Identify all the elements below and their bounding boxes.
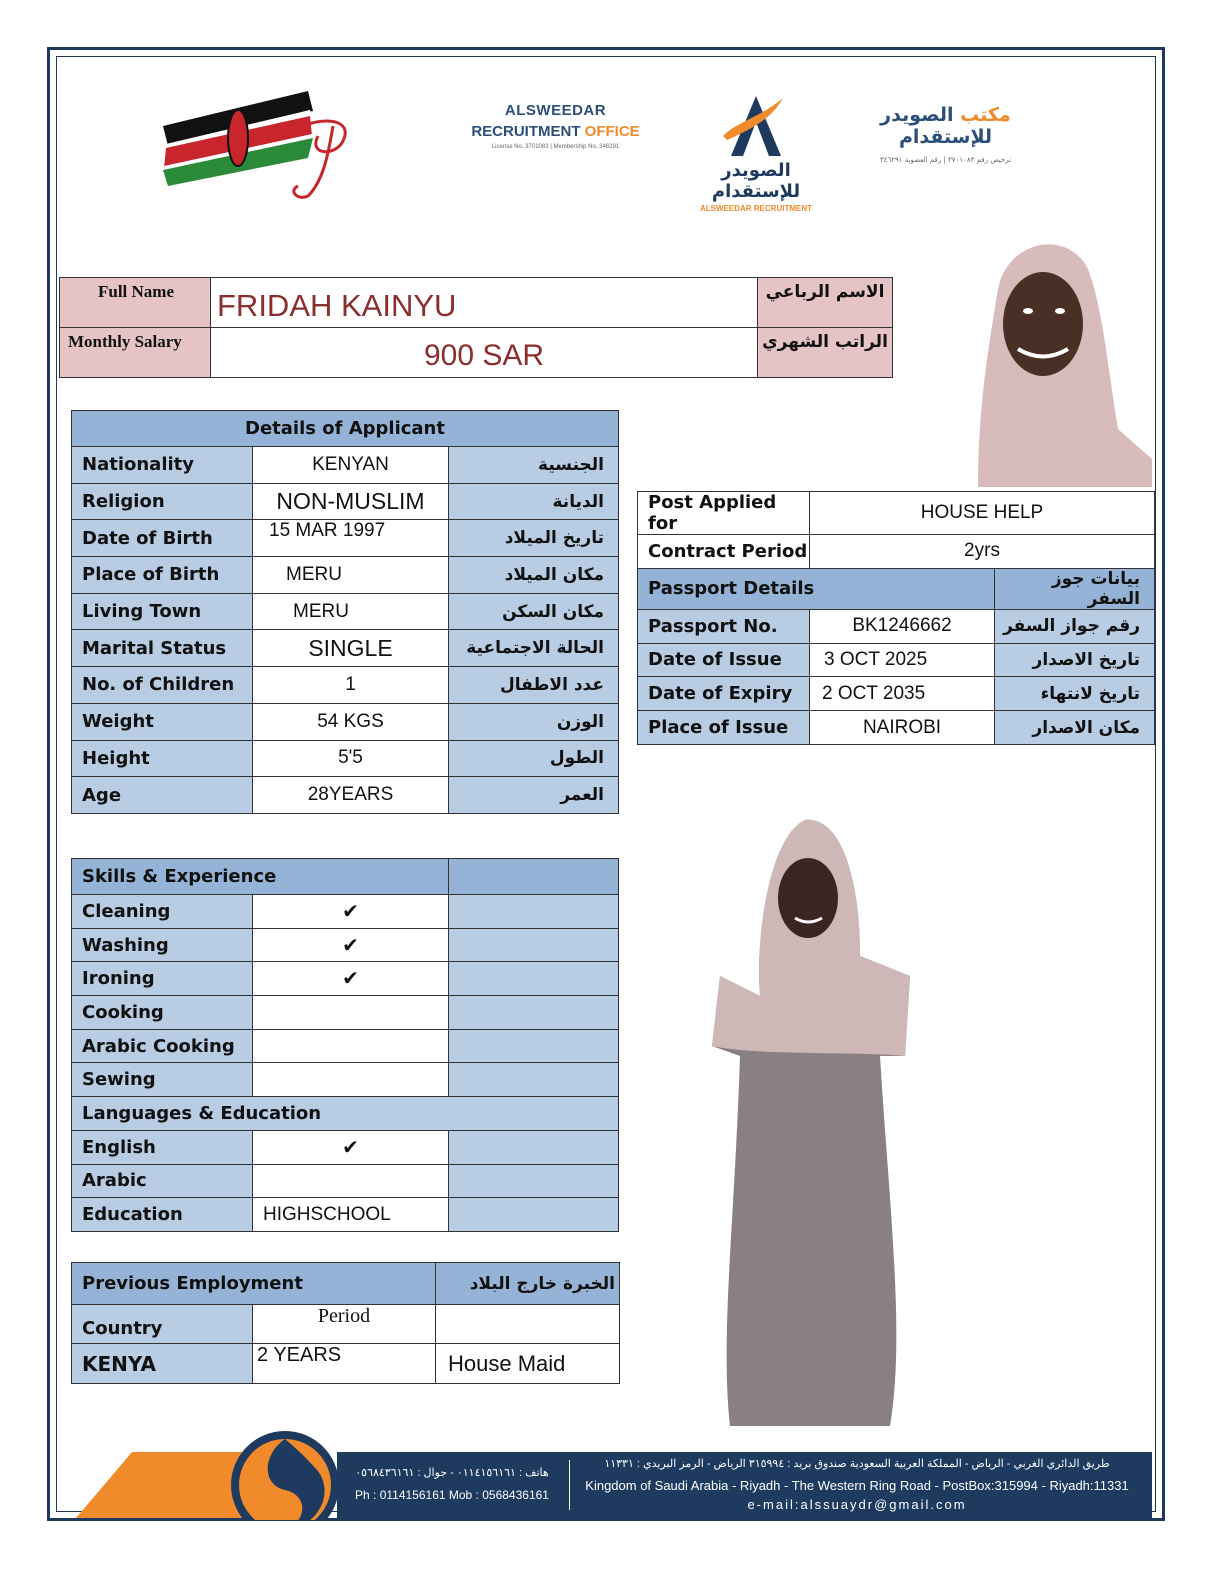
row-label: Religion	[72, 483, 253, 520]
skill-extra	[449, 1029, 619, 1063]
row-label-ar: الطول	[449, 740, 619, 777]
skills-title-blank	[449, 859, 619, 895]
skill-extra	[449, 1063, 619, 1097]
row-label-ar: الديانة	[449, 483, 619, 520]
row-label: Age	[72, 777, 253, 814]
footer-phone-en: Ph : 0114156161 Mob : 0568436161	[355, 1488, 549, 1502]
post-applied-label: Post Applied for	[638, 492, 810, 535]
education-value: HIGHSCHOOL	[253, 1198, 449, 1232]
footer-address-ar: طريق الدائري الغربي - الرياض - المملكة العربية السعودية صندوق بريد : ٣١٥٩٩٤ الرياض - الرمز البريدي : ١١٣٣١	[604, 1458, 1110, 1470]
applicant-details-title: Details of Applicant	[72, 411, 619, 447]
skills-title: Skills & Experience	[72, 859, 449, 895]
a-brand-logo	[686, 92, 826, 213]
row-label-ar: الحالة الاجتماعية	[449, 630, 619, 667]
skill-check	[253, 996, 449, 1030]
applicant-full-body-photo	[700, 816, 918, 1438]
office-logo-license: License No. 3701083 | Membership No. 346291	[491, 144, 620, 150]
skill-extra	[449, 928, 619, 962]
row-label-ar: الجنسية	[449, 447, 619, 484]
table-row	[72, 740, 619, 777]
language-extra	[449, 1164, 619, 1198]
table-row	[72, 703, 619, 740]
row-label-ar: رقم جواز السفر	[995, 609, 1155, 643]
table-row	[72, 630, 619, 667]
row-label: Weight	[72, 703, 253, 740]
applicant-details-table	[71, 410, 619, 814]
footer-divider	[569, 1460, 570, 1510]
footer-phone-ar: هاتف : ٠١١٤١٥٦١٦١ - جوال : ٠٥٦٨٤٣٦١٦١	[355, 1467, 549, 1479]
post-applied-value: HOUSE HELP	[810, 492, 1155, 535]
row-label-ar: تاريخ الاصدار	[995, 643, 1155, 677]
skill-extra	[449, 895, 619, 929]
footer	[72, 1430, 1152, 1520]
row-value: NON-MUSLIM	[253, 483, 449, 520]
table-row	[72, 593, 619, 630]
row-value: 3 OCT 2025	[810, 643, 995, 677]
previous-employment-table	[71, 1262, 620, 1384]
row-value: MERU	[253, 593, 449, 630]
row-label: Height	[72, 740, 253, 777]
skills-experience-table	[71, 858, 619, 1232]
monthly-salary-label: Monthly Salary	[60, 328, 211, 378]
table-row	[72, 1063, 619, 1097]
table-row	[72, 895, 619, 929]
contract-period-value: 2yrs	[810, 535, 1155, 569]
table-row	[72, 447, 619, 484]
languages-title: Languages & Education	[72, 1097, 619, 1131]
employment-country: KENYA	[72, 1344, 253, 1384]
row-value: 5'5	[253, 740, 449, 777]
table-row	[638, 677, 1155, 711]
footer-bar	[337, 1452, 1152, 1520]
table-row	[638, 492, 1155, 535]
table-row	[72, 483, 619, 520]
table-row	[72, 996, 619, 1030]
row-label: No. of Children	[72, 667, 253, 704]
full-name-label: Full Name	[60, 278, 211, 328]
name-salary-table	[59, 277, 893, 378]
skill-label: Arabic Cooking	[72, 1029, 253, 1063]
row-label-ar: الوزن	[449, 703, 619, 740]
row-label-ar: تاريخ الميلاد	[449, 520, 619, 557]
table-row	[72, 1263, 620, 1305]
skill-extra	[449, 996, 619, 1030]
row-label: Date of Birth	[72, 520, 253, 557]
table-row	[72, 859, 619, 895]
row-value: KENYAN	[253, 447, 449, 484]
table-row	[638, 535, 1155, 569]
alsweedar-office-logo	[468, 102, 643, 150]
row-value: NAIROBI	[810, 711, 995, 745]
passport-details-title: Passport Details	[638, 568, 995, 609]
row-label-ar: مكان الميلاد	[449, 557, 619, 594]
education-extra	[449, 1198, 619, 1232]
a-letter-icon	[711, 92, 801, 160]
row-value: MERU	[253, 557, 449, 594]
office-logo-recruitment: RECRUITMENT	[471, 123, 581, 140]
row-label: Marital Status	[72, 630, 253, 667]
skill-label: Sewing	[72, 1063, 253, 1097]
arabic-office-name: الصويدر للإستقدام	[880, 104, 993, 148]
arabic-office-license: ترخيص رقم ٣٧٠١٠٨٣ | رقم العضوية ٣٤٦٢٩١	[879, 156, 1012, 164]
table-row	[72, 1130, 619, 1164]
row-label: Living Town	[72, 593, 253, 630]
row-value: 1	[253, 667, 449, 704]
language-extra	[449, 1130, 619, 1164]
full-name-value: FRIDAH KAINYU	[211, 278, 758, 328]
applicant-headshot-photo	[918, 229, 1152, 487]
row-value: SINGLE	[253, 630, 449, 667]
row-label-ar: تاريخ لانتهاء	[995, 677, 1155, 711]
footer-email: e-mail:alssuaydr@gmail.com	[747, 1497, 967, 1512]
previous-employment-title-ar: الخبرة خارج البلاد	[436, 1263, 620, 1305]
row-value: 28YEARS	[253, 777, 449, 814]
row-label: Date of Issue	[638, 643, 810, 677]
row-value: 54 KGS	[253, 703, 449, 740]
table-row	[72, 1198, 619, 1232]
table-row	[72, 1344, 620, 1384]
table-row	[638, 643, 1155, 677]
table-row	[72, 1305, 620, 1344]
a-logo-english: ALSWEEDAR RECRUITMENT	[700, 204, 812, 213]
row-value: BK1246662	[810, 609, 995, 643]
country-label: Country	[72, 1305, 253, 1344]
table-row	[72, 928, 619, 962]
office-logo-line2	[468, 123, 643, 140]
skill-check: ✔	[253, 928, 449, 962]
full-name-label-ar: الاسم الرباعي	[758, 278, 893, 328]
arabic-office-word: مكتب	[960, 104, 1011, 126]
education-label: Education	[72, 1198, 253, 1232]
table-row	[638, 609, 1155, 643]
table-row	[72, 1029, 619, 1063]
row-label: Place of Birth	[72, 557, 253, 594]
previous-employment-title: Previous Employment	[72, 1263, 436, 1305]
a-logo-arabic: الصويدر للإستقدام	[711, 160, 801, 202]
office-logo-line1: ALSWEEDAR	[504, 102, 607, 119]
footer-address-en: Kingdom of Saudi Arabia - Riyadh - The Western Ring Road - PostBox:315994 - Riyadh:11331	[585, 1478, 1129, 1493]
passport-details-title-ar: بيانات جوز السفر	[995, 568, 1155, 609]
arabic-office-logo	[848, 104, 1043, 164]
row-label: Place of Issue	[638, 711, 810, 745]
language-label: Arabic	[72, 1164, 253, 1198]
contract-period-label: Contract Period	[638, 535, 810, 569]
skill-label: Cooking	[72, 996, 253, 1030]
period-label: Period	[253, 1305, 436, 1344]
skill-check: ✔	[253, 962, 449, 996]
monthly-salary-label-ar: الراتب الشهري	[758, 328, 893, 378]
employment-position: House Maid	[436, 1344, 620, 1384]
row-label: Passport No.	[638, 609, 810, 643]
row-label-ar: عدد الاطفال	[449, 667, 619, 704]
row-label-ar: العمر	[449, 777, 619, 814]
row-value: 2 OCT 2035	[810, 677, 995, 711]
table-row	[72, 1164, 619, 1198]
row-label: Nationality	[72, 447, 253, 484]
employment-period: 2 YEARS	[253, 1344, 436, 1384]
arabic-office-title	[848, 104, 1043, 148]
skill-label: Ironing	[72, 962, 253, 996]
table-row	[638, 568, 1155, 609]
table-row	[72, 777, 619, 814]
row-label: Date of Expiry	[638, 677, 810, 711]
table-row	[72, 1097, 619, 1131]
skill-check: ✔	[253, 895, 449, 929]
footer-brand-shapes	[72, 1430, 372, 1520]
office-logo-office: OFFICE	[584, 123, 640, 140]
language-check: ✔	[253, 1130, 449, 1164]
table-row	[638, 711, 1155, 745]
language-label: English	[72, 1130, 253, 1164]
kenya-flag-aj-logo	[158, 86, 368, 206]
skill-check	[253, 1063, 449, 1097]
skill-label: Washing	[72, 928, 253, 962]
table-row	[72, 962, 619, 996]
table-row	[72, 667, 619, 704]
language-check	[253, 1164, 449, 1198]
monthly-salary-value: 900 SAR	[211, 328, 758, 378]
row-value: 15 MAR 1997	[253, 520, 449, 557]
skill-check	[253, 1029, 449, 1063]
row-label-ar: مكان الاصدار	[995, 711, 1155, 745]
skill-extra	[449, 962, 619, 996]
post-passport-table	[637, 491, 1155, 745]
row-label-ar: مكان السكن	[449, 593, 619, 630]
skill-label: Cleaning	[72, 895, 253, 929]
table-row	[72, 520, 619, 557]
table-row	[72, 557, 619, 594]
position-header-blank	[436, 1305, 620, 1344]
